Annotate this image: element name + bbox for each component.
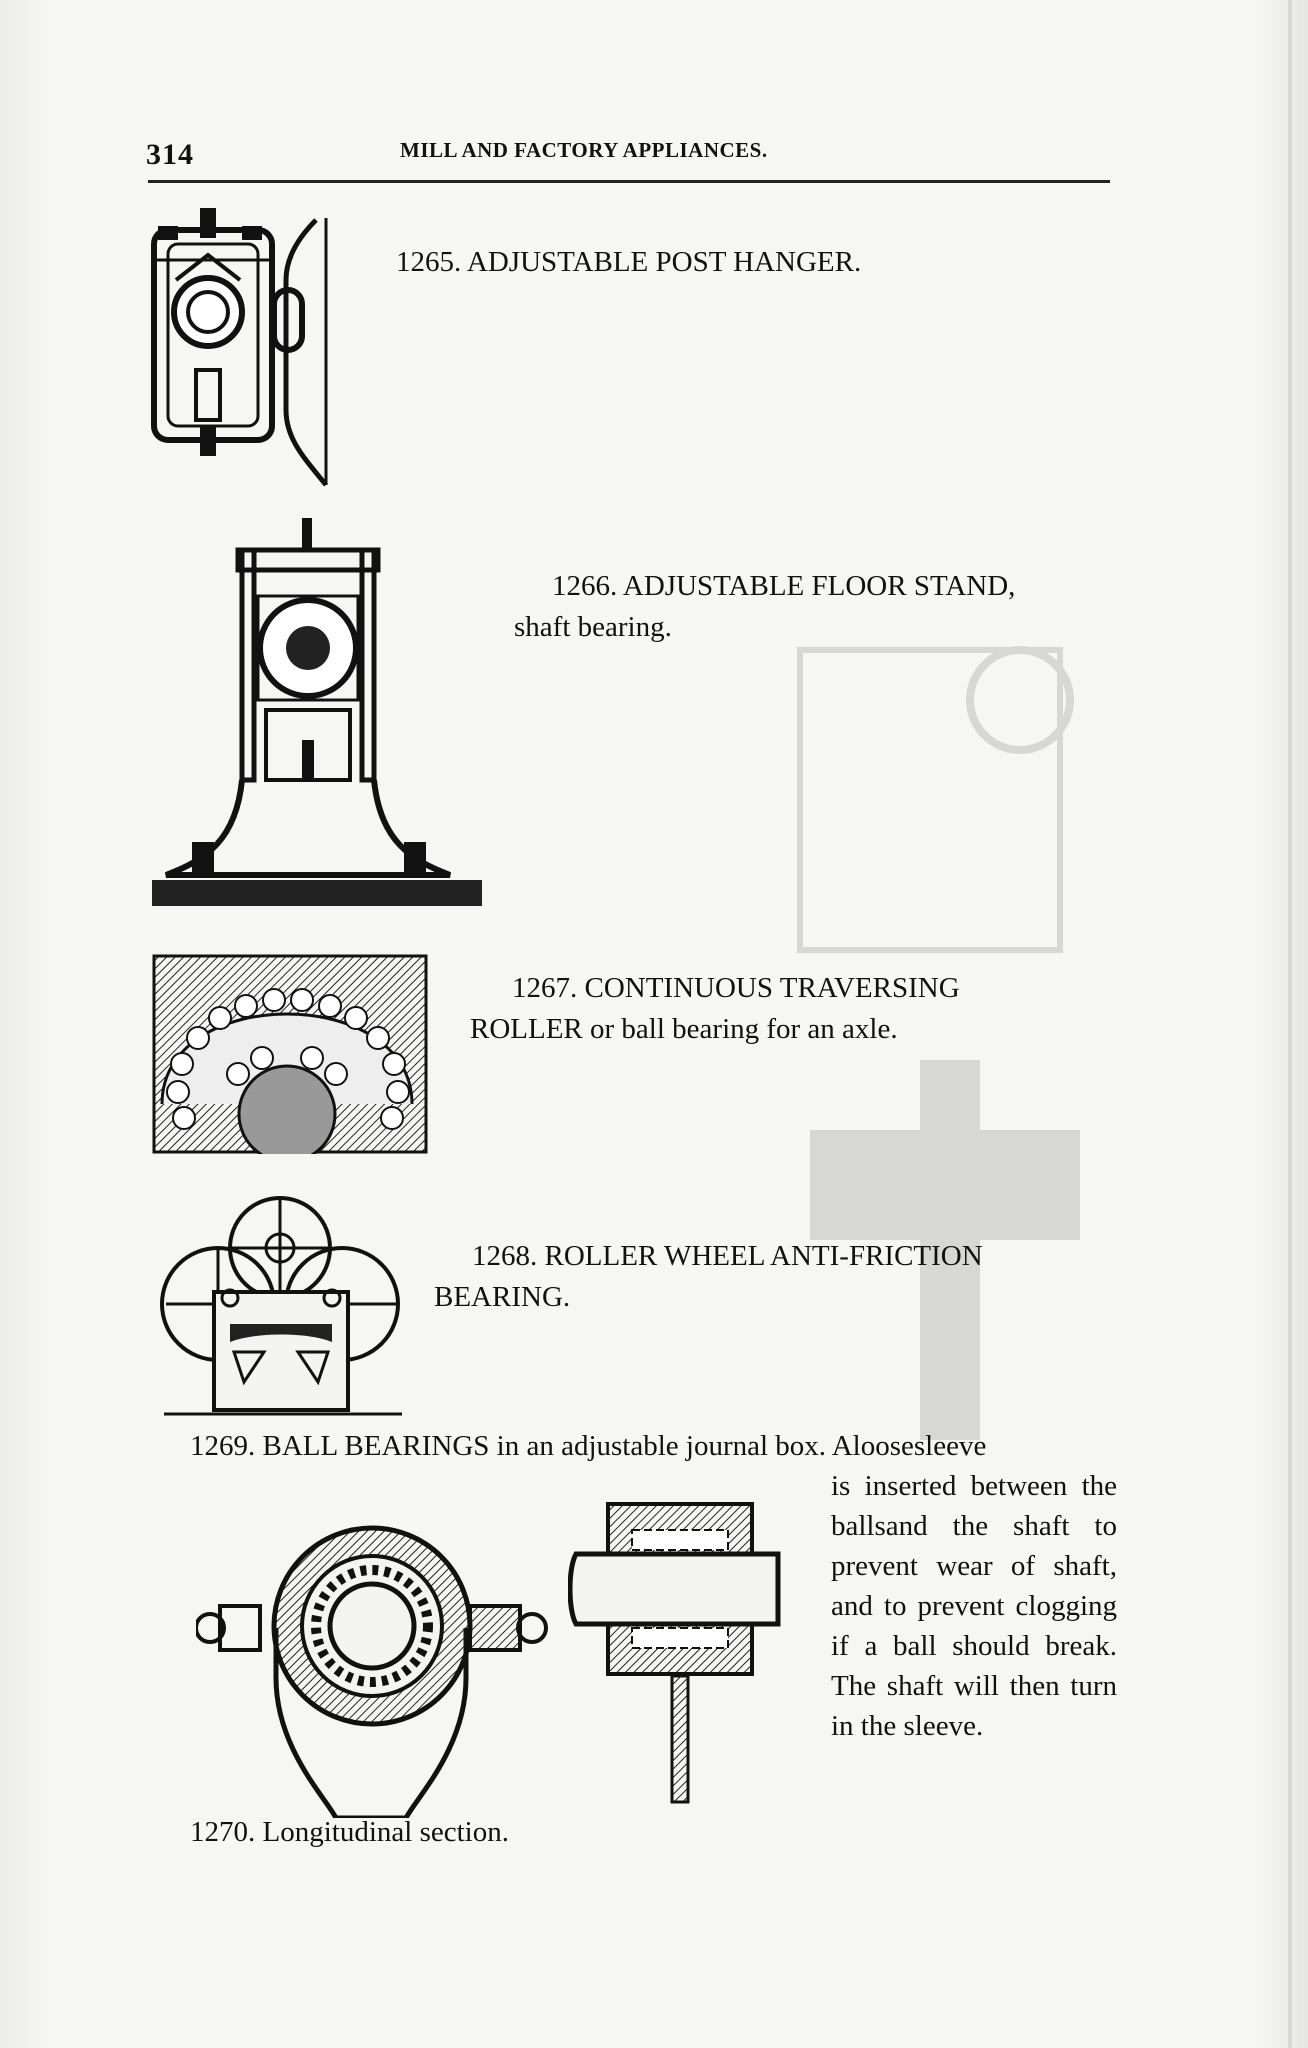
caption-1266-line1: 1266. ADJUSTABLE FLOOR STAND, [552,570,1016,602]
caption-1265: 1265. ADJUSTABLE POST HANGER. [396,246,862,278]
post-hanger-illustration [146,200,336,490]
running-head: MILL AND FACTORY APPLIANCES. [400,138,768,162]
caption-1270: 1270. Longitudinal section. [190,1816,509,1848]
caption-1266-line2: shaft bearing. [514,611,672,643]
ball-bearing-journal-box-illustration [196,1498,556,1818]
caption-1269-heading: 1269. BALL BEARINGS in an adjustable journal box. Aloosesleeve [190,1430,987,1462]
caption-1268-line1: 1268. ROLLER WHEEL ANTI-FRICTION [472,1240,983,1272]
roller-wheel-bearing-illustration [158,1192,408,1422]
traversing-roller-illustration [152,954,432,1154]
caption-1268-line2: BEARING. [434,1281,571,1313]
caption-1269-body: is inserted between the ballsand the shaft to prevent wear of shaft, and to prevent clogging if a ball should break. The shaft will then turn in the sleeve. [831,1470,1117,1742]
floor-stand-illustration [146,510,486,920]
caption-1266 [514,566,1114,648]
caption-1267-line2: ROLLER or ball bearing for an axle. [470,1013,898,1045]
header-rule [148,180,1110,183]
caption-1267-line1: 1267. CONTINUOUS TRAVERSING [512,972,960,1004]
caption-1268 [434,1236,1094,1318]
caption-1267 [470,968,1090,1050]
page-number: 314 [146,138,194,171]
longitudinal-section-illustration [568,1500,788,1810]
